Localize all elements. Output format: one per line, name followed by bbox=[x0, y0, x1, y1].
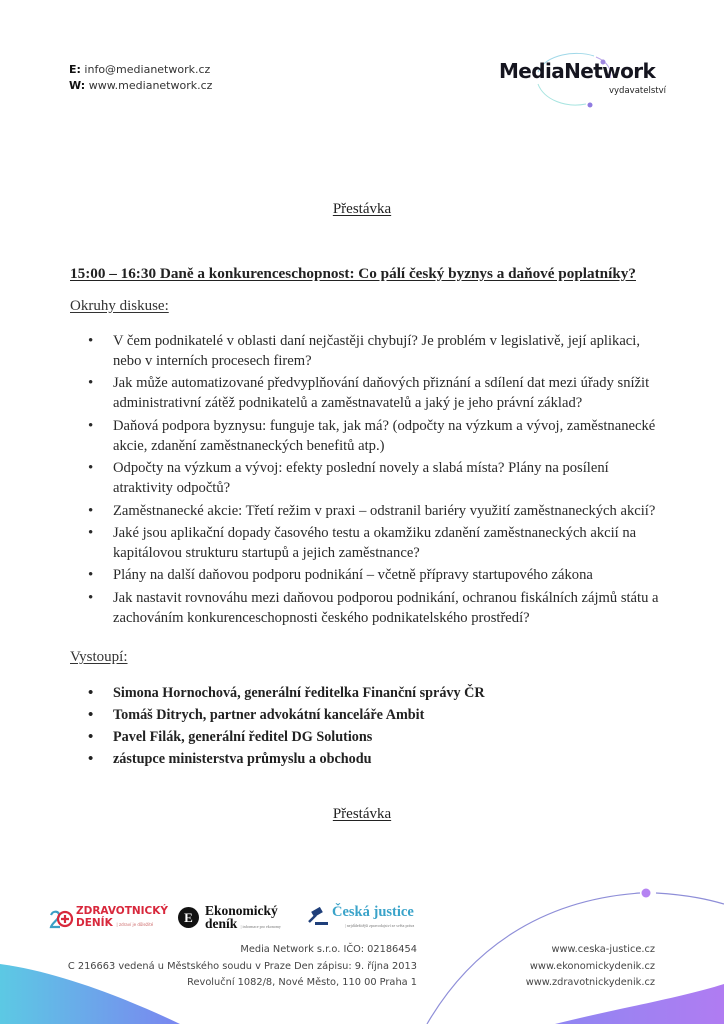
session-title: 15:00 – 16:30 Daně a konkurenceschopnost: Co pálí český byznys a daňové poplatníky? bbox=[70, 265, 636, 282]
ekonomicky-denik-logo: E Ekonomický deník | informace pro ekonomy bbox=[178, 904, 288, 932]
partner-websites bbox=[526, 942, 655, 992]
list-item: • Jaké jsou aplikační dopady časového testu a okamžiku zdanění zaměstnaneckých akcií na kapitálovou strukturu startupů a jejich zaměstnance? bbox=[88, 523, 668, 563]
list-item: • Plány na další daňovou podporu podnikání – včetně přípravy startupového zákona bbox=[88, 565, 668, 585]
speaker-item: • zástupce ministerstva průmyslu a obchodu bbox=[88, 748, 485, 770]
list-item: • Odpočty na výzkum a vývoj: efekty poslední novely a slabá místa? Plány na posílení atraktivity odpočtů? bbox=[88, 458, 668, 498]
web-link[interactable]: www.medianetwork.cz bbox=[88, 79, 213, 92]
list-item: • Daňová podpora byznysu: funguje tak, jak má? (odpočty na výzkum a vývoj, zaměstnanecké akcie, zdanění zaměstnaneckých benefitů atp.) bbox=[88, 416, 668, 456]
topics-heading: Okruhy diskuse: bbox=[70, 298, 169, 314]
list-item: • Jak nastavit rovnováhu mezi daňovou podporou podnikání, ochranou fiskálních zájmů státu a zachováním konkurenceschopnosti českého podnikatelského prostředí? bbox=[88, 588, 668, 628]
break-heading-top: Přestávka bbox=[332, 201, 392, 217]
cross-heart-icon bbox=[48, 908, 74, 930]
email-link[interactable]: info@medianetwork.cz bbox=[84, 63, 211, 76]
speaker-item: • Simona Hornochová, generální ředitelka Finanční správy ČR bbox=[88, 682, 485, 704]
web-line: W: www.medianetwork.cz bbox=[69, 79, 213, 92]
zdravotnicky-denik-logo: ZDRAVOTNICKÝ DENÍK | zdraví je důležité bbox=[48, 904, 178, 932]
break-heading-bottom: Přestávka bbox=[332, 806, 392, 822]
contact-info bbox=[69, 62, 212, 94]
website-link[interactable]: www.ceska-justice.cz bbox=[551, 944, 655, 955]
company-legal-info: Media Network s.r.o. IČO: 02186454 C 216663 vedená u Městského soudu v Praze Den zápisu: 9. října 2013 Revoluční 1082/8, Nové Město, 110 00 Praha 1 bbox=[67, 944, 417, 988]
email-line: E: info@medianetwork.cz bbox=[69, 63, 211, 76]
medianetwork-logo: MediaNetwork vydavatelství bbox=[496, 48, 666, 110]
speaker-item: • Pavel Filák, generální ředitel DG Solutions bbox=[88, 726, 485, 748]
website-link[interactable]: www.zdravotnickydenik.cz bbox=[525, 977, 655, 988]
e-badge-icon: E bbox=[178, 907, 199, 928]
ceska-justice-logo: Česká justice | nejdůležitější zpravodajství ze světa práva bbox=[305, 904, 435, 932]
website-link[interactable]: www.ekonomickydenik.cz bbox=[529, 960, 655, 972]
list-item: • Zaměstnanecké akcie: Třetí režim v praxi – odstranil bariéry využití zaměstnaneckých akcií? bbox=[88, 501, 668, 521]
list-item: • V čem podnikatelé v oblasti daní nejčastěji chybují? Je problém v legislativě, její aplikaci, nebo v interních procesech firem? bbox=[88, 331, 668, 371]
speakers-heading: Vystoupí: bbox=[70, 649, 128, 665]
topics-list bbox=[88, 331, 668, 630]
list-item: • Jak může automatizované předvyplňování daňových přiznání a sdílení dat mezi úřady snížit administrativní zátěž podnikatelů a zaměstnavatelů a jaký je jeho právní základ? bbox=[88, 373, 668, 413]
gavel-icon bbox=[305, 907, 329, 927]
speakers-list bbox=[88, 682, 485, 770]
speaker-item: • Tomáš Ditrych, partner advokátní kanceláře Ambit bbox=[88, 704, 485, 726]
